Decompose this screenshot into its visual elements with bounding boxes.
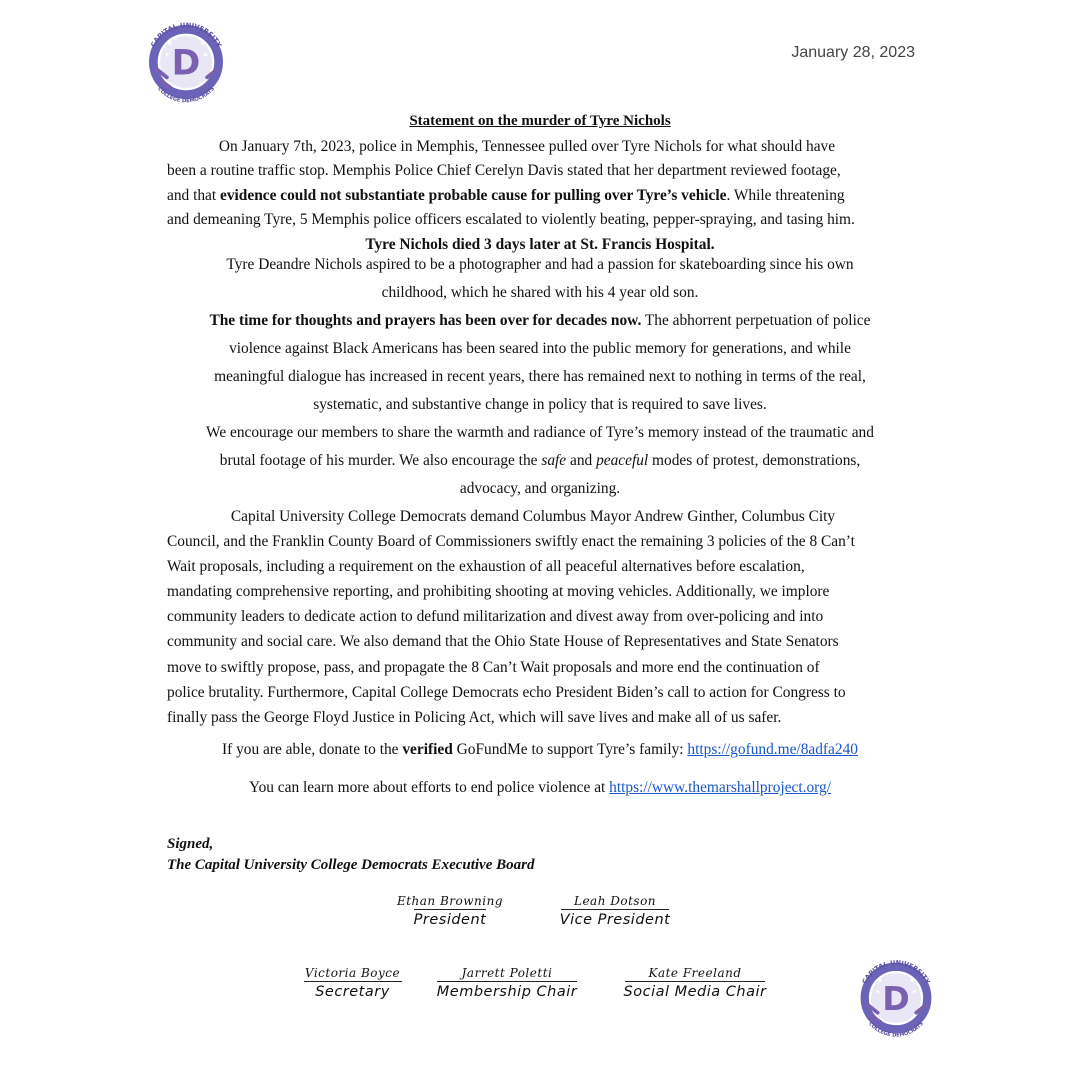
signature-secretary: [300, 965, 405, 1002]
marshall-project-link[interactable]: https://www.themarshallproject.org/: [609, 779, 831, 796]
svg-text:★: ★: [166, 39, 173, 48]
p4-line-1: We encourage our members to share the warmth and radiance of Tyre’s memory instead of the traumatic and: [206, 424, 874, 441]
p5-line-4: mandating comprehensive reporting, and prohibiting shooting at moving vehicles. Additionally, we implore: [167, 583, 830, 600]
svg-text:★: ★: [874, 987, 881, 996]
logo-letter: D: [882, 978, 910, 1018]
p3-line-3: meaningful dialogue has increased in recent years, there has remained next to nothing in terms of the real,: [214, 368, 866, 385]
p5-line-7: move to swiftly propose, pass, and propagate the 8 Can’t Wait proposals and more end the continuation of: [167, 659, 820, 676]
gofundme-link[interactable]: https://gofund.me/8adfa240: [687, 741, 858, 758]
died-statement: Tyre Nichols died 3 days later at St. Francis Hospital.: [365, 236, 715, 253]
signature-vice-president: [555, 893, 675, 930]
statement-date: January 28, 2023: [791, 44, 915, 61]
logo-text-top: CAPITAL UNIVERSITY: [149, 21, 223, 49]
p1-line-1: On January 7th, 2023, police in Memphis, Tennessee pulled over Tyre Nichols for what should have: [218, 138, 836, 155]
p3-line-2: violence against Black Americans has been seared into the public memory for generations, and while: [229, 340, 851, 357]
svg-text:★: ★: [908, 976, 915, 985]
logo-text-bottom: COLLEGE DEMOCRATS: [156, 86, 216, 105]
p5-line-8: police brutality. Furthermore, Capital College Democrats echo President Biden’s call to action for Congress to: [167, 684, 846, 701]
learn-more-line: You can learn more about efforts to end police violence at https://www.themarshallproject.org/: [249, 779, 831, 796]
signature-role: Secretary: [315, 984, 390, 1000]
statement-title: Statement on the murder of Tyre Nichols: [409, 113, 671, 129]
p5-line-2: Council, and the Franklin County Board of Commissioners swiftly enact the remaining 3 policies of the 8 Can’t: [167, 533, 855, 550]
signature-name: Victoria Boyce: [304, 966, 401, 980]
signature-membership-chair: [432, 965, 582, 1002]
p5-line-9: finally pass the George Floyd Justice in Policing Act, which will save lives and make all of us safer.: [167, 709, 782, 726]
p4-line-2: brutal footage of his murder. We also encourage the safe and peaceful modes of protest, demonstrations,: [219, 452, 861, 469]
signature-president: [395, 893, 505, 930]
p2-line-2: childhood, which he shared with his 4 year old son.: [381, 284, 699, 301]
p3-line-4: systematic, and substantive change in policy that is required to save lives.: [313, 396, 767, 413]
capital-college-democrats-logo: [138, 14, 234, 110]
svg-text:★: ★: [877, 976, 884, 985]
probable-cause-emphasis: evidence could not substantiate probable cause for pulling over Tyre’s vehicle: [220, 187, 727, 204]
p5-line-1: Capital University College Democrats demand Columbus Mayor Andrew Ginther, Columbus City: [230, 508, 836, 525]
signature-social-media-chair: [620, 965, 770, 1002]
p1-line-4: and demeaning Tyre, 5 Memphis police officers escalated to violently beating, pepper-spraying, and tasing him.: [167, 211, 855, 228]
signoff: [167, 834, 534, 876]
svg-text:★: ★: [163, 51, 170, 60]
signature-name: Kate Freeland: [648, 966, 742, 980]
p1-line-2: been a routine traffic stop. Memphis Police Chief Cerelyn Davis stated that her department reviewed footage,: [167, 162, 841, 179]
p4-line-3: advocacy, and organizing.: [459, 480, 621, 497]
p5-line-3: Wait proposals, including a requirement on the exhaustion of all peaceful alternatives before escalation,: [167, 558, 805, 575]
p1-line-3: and that evidence could not substantiate probable cause for pulling over Tyre’s vehicle. While threatening: [167, 187, 845, 204]
board-name: The Capital University College Democrats Executive Board: [167, 857, 535, 873]
signature-name: Jarrett Poletti: [461, 966, 553, 980]
signature-role: Vice President: [559, 912, 671, 928]
p5-line-6: community and social care. We also demand that the Ohio State House of Representatives and State Senators: [167, 633, 839, 650]
capital-college-democrats-logo-footer: [850, 952, 942, 1044]
signature-name: Leah Dotson: [573, 894, 657, 908]
svg-text:★: ★: [202, 51, 209, 60]
p3-line-1: The time for thoughts and prayers has been over for decades now. The abhorrent perpetuation of police: [209, 312, 871, 329]
donate-line: If you are able, donate to the verified GoFundMe to support Tyre’s family: https://gofund.me/8adfa240: [222, 741, 858, 758]
signature-role: Social Media Chair: [623, 984, 767, 1000]
logo-text-bottom: COLLEGE DEMOCRATS: [867, 1020, 925, 1039]
p2-line-1: Tyre Deandre Nichols aspired to be a photographer and had a passion for skateboarding since his own: [226, 256, 854, 273]
signature-role: President: [413, 912, 487, 928]
svg-text:★: ★: [911, 987, 918, 996]
logo-text-top: CAPITAL UNIVERSITY: [860, 958, 932, 986]
signature-name: Ethan Browning: [396, 894, 504, 908]
signature-role: Membership Chair: [436, 984, 578, 1000]
svg-text:★: ★: [199, 39, 206, 48]
signed-label: Signed,: [167, 836, 214, 852]
p5-line-5: community leaders to dedicate action to defund militarization and divest away from over-policing and into: [167, 608, 824, 625]
logo-letter: D: [171, 43, 201, 84]
